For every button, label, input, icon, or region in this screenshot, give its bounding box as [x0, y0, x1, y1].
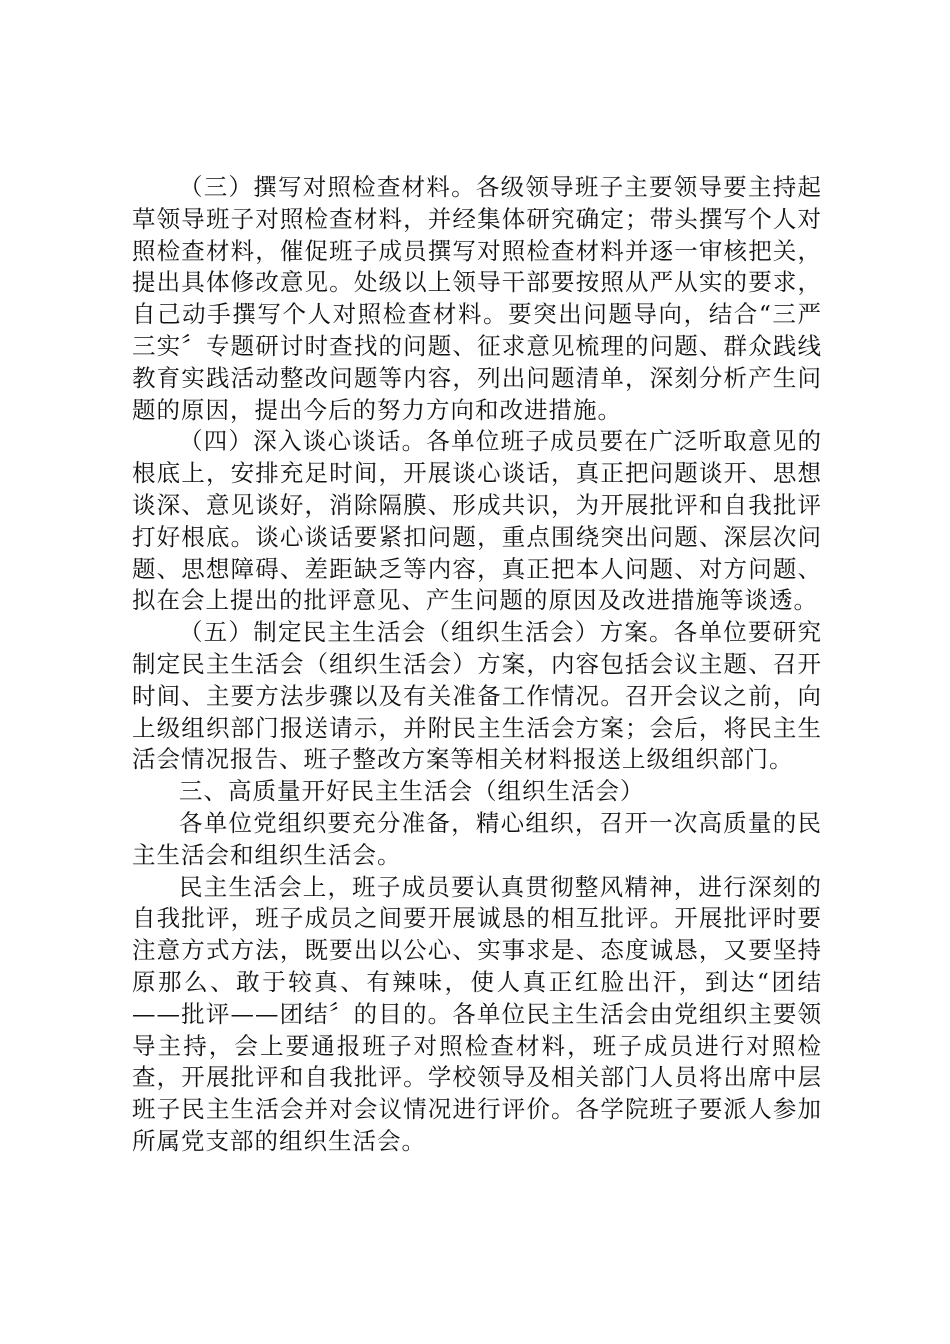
section-heading-3: 三、高质量开好民主生活会（组织生活会）	[179, 777, 645, 806]
document-body	[132, 172, 822, 1158]
paragraph-preparation: 各单位党组织要充分准备，精心组织，召开一次高质量的民主生活会和组织生活会。	[132, 808, 822, 869]
paragraph-4-heart-to-heart-talks: （四）深入谈心谈话。各单位班子成员要在广泛听取意见的根底上，安排充足时间，开展谈心谈话，真正把问题谈开、思想谈深、意见谈好，消除隔膜、形成共识，为开展批评和自我批评打好根底。谈心谈话要紧扣问题，重点围绕突出问题、深层次问题、思想障碍、差距缺乏等内容，真正把本人问题、对方问题、拟在会上提出的批评意见、产生问题的原因及改进措施等谈透。	[132, 427, 822, 615]
paragraph-5-meeting-plan: （五）制定民主生活会（组织生活会）方案。各单位要研究制定民主生活会（组织生活会）方案，内容包括会议主题、召开时间、主要方法步骤以及有关准备工作情况。召开会议之前，向上级组织部门报送请示，并附民主生活会方案；会后，将民主生活会情况报告、班子整改方案等相关材料报送上级组织部门。	[132, 618, 822, 774]
paragraph-criticism: 民主生活会上，班子成员要认真贯彻整风精神，进行深刻的自我批评，班子成员之间要开展诚恳的相互批评。开展批评时要注意方式方法，既要出以公心、实事求是、态度诚恳，又要坚持原那么、敢于较真、有辣味，使人真正红脸出汗，到达“团结——批评——团结〞的目的。各单位民主生活会由党组织主要领导主持，会上要通报班子对照检查材料，班子成员进行对照检查，开展批评和自我批评。学校领导及相关部门人员将出席中层班子民主生活会并对会议情况进行评价。各学院班子要派人参加所属党支部的组织生活会。	[132, 872, 822, 1155]
paragraph-3-draft-materials: （三）撰写对照检查材料。各级领导班子主要领导要主持起草领导班子对照检查材料，并经集体研究确定；带头撰写个人对照检查材料，催促班子成员撰写对照检查材料并逐一审核把关，提出具体修改意见。处级以上领导干部要按照从严从实的要求，自己动手撰写个人对照检查材料。要突出问题导向，结合“三严三实〞专题研讨时查找的问题、征求意见梳理的问题、群众践线教育实践活动整改问题等内容，列出问题清单，深刻分析产生问题的原因，提出今后的努力方向和改进措施。	[132, 173, 822, 424]
